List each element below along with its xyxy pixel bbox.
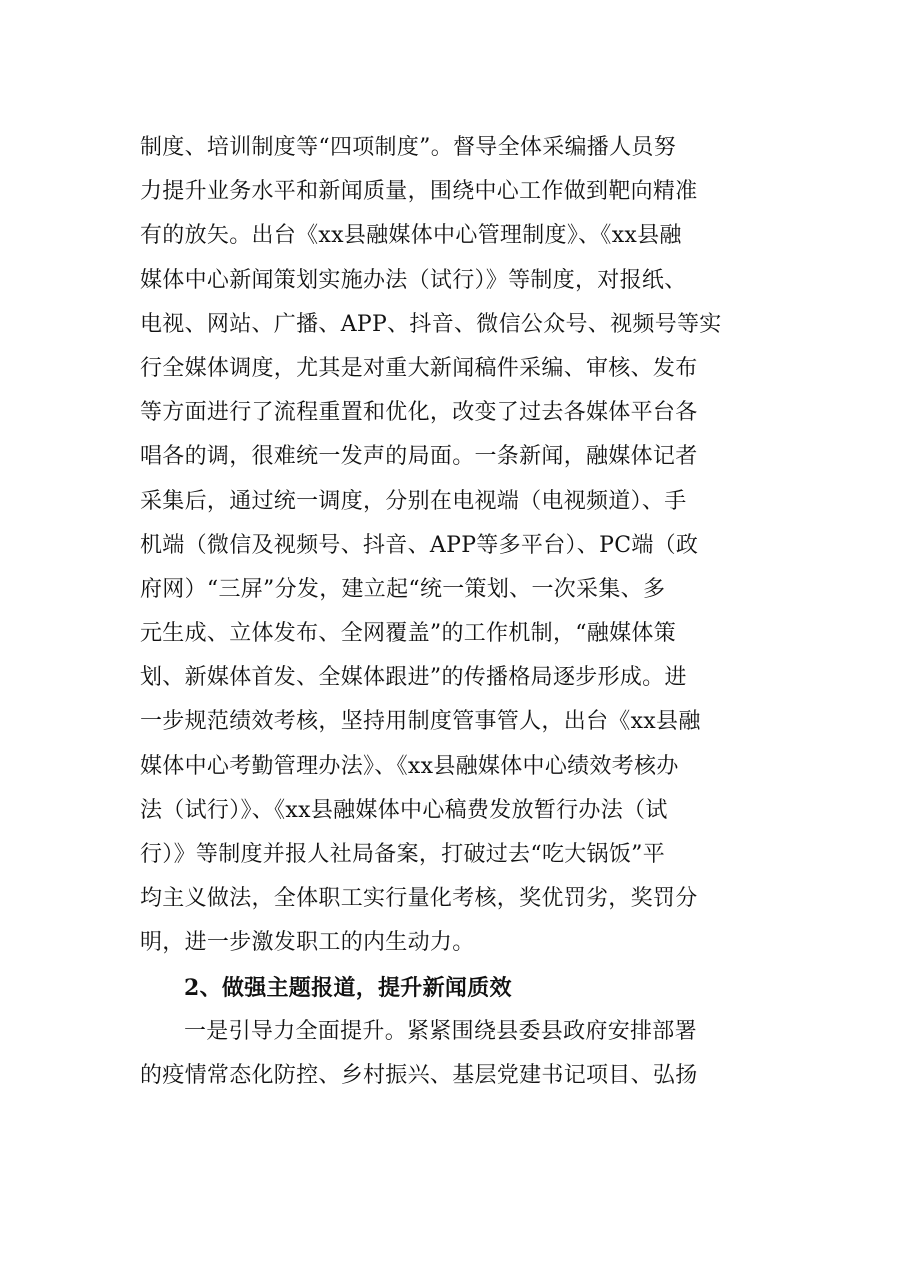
paragraph-line: 力提升业务水平和新闻质量，围绕中心工作做到靶向精准 xyxy=(140,179,698,205)
paragraph-line: 府网）“三屏”分发，建立起“统一策划、一次采集、多 xyxy=(140,576,666,602)
paragraph-line: 行全媒体调度，尤其是对重大新闻稿件采编、审核、发布 xyxy=(140,355,698,381)
paragraph-line: 一步规范绩效考核，坚持用制度管事管人，出台《xx县融 xyxy=(140,709,701,735)
paragraph-line: 均主义做法，全体职工实行量化考核，奖优罚劣，奖罚分 xyxy=(140,886,698,912)
paragraph-line: 唱各的调，很难统一发声的局面。一条新闻，融媒体记者 xyxy=(140,444,698,470)
paragraph-line: 机端（微信及视频号、抖音、APP等多平台）、PC端（政 xyxy=(140,532,699,558)
paragraph-line: 行）》等制度并报人社局备案，打破过去“吃大锅饭”平 xyxy=(140,842,665,867)
paragraph-line: 划、新媒体首发、全媒体跟进”的传播格局逐步形成。进 xyxy=(140,665,687,691)
paragraph-line: 媒体中心新闻策划实施办法（试行）》等制度，对报纸、 xyxy=(140,267,687,293)
paragraph-line: 法（试行）》、《xx县融媒体中心稿费发放暂行办法（试 xyxy=(140,797,668,823)
paragraph-line: 一是引导力全面提升。紧紧围绕县委县政府安排部署 xyxy=(184,1018,697,1044)
paragraph-line: 电视、网站、广播、APP、抖音、微信公众号、视频号等实 xyxy=(140,311,722,337)
body-text xyxy=(140,126,780,1098)
paragraph-line: 制度、培训制度等“四项制度”。督导全体采编播人员努 xyxy=(140,135,676,160)
paragraph-line: 媒体中心考勤管理办法》、《xx县融媒体中心绩效考核办 xyxy=(140,753,679,779)
paragraph-line: 采集后，通过统一调度，分别在电视端（电视频道）、手 xyxy=(140,488,687,514)
paragraph-line: 明，进一步激发职工的内生动力。 xyxy=(140,930,475,956)
paragraph-line: 的疫情常态化防控、乡村振兴、基层党建书记项目、弘扬 xyxy=(140,1062,698,1088)
paragraph-line: 等方面进行了流程重置和优化，改变了过去各媒体平台各 xyxy=(140,400,698,426)
section-heading: 2、做强主题报道，提升新闻质效 xyxy=(184,974,512,1001)
paragraph-line: 有的放矢。出台《xx县融媒体中心管理制度》、《xx县融 xyxy=(140,223,682,249)
paragraph-line: 元生成、立体发布、全网覆盖”的工作机制，“融媒体策 xyxy=(140,621,676,647)
